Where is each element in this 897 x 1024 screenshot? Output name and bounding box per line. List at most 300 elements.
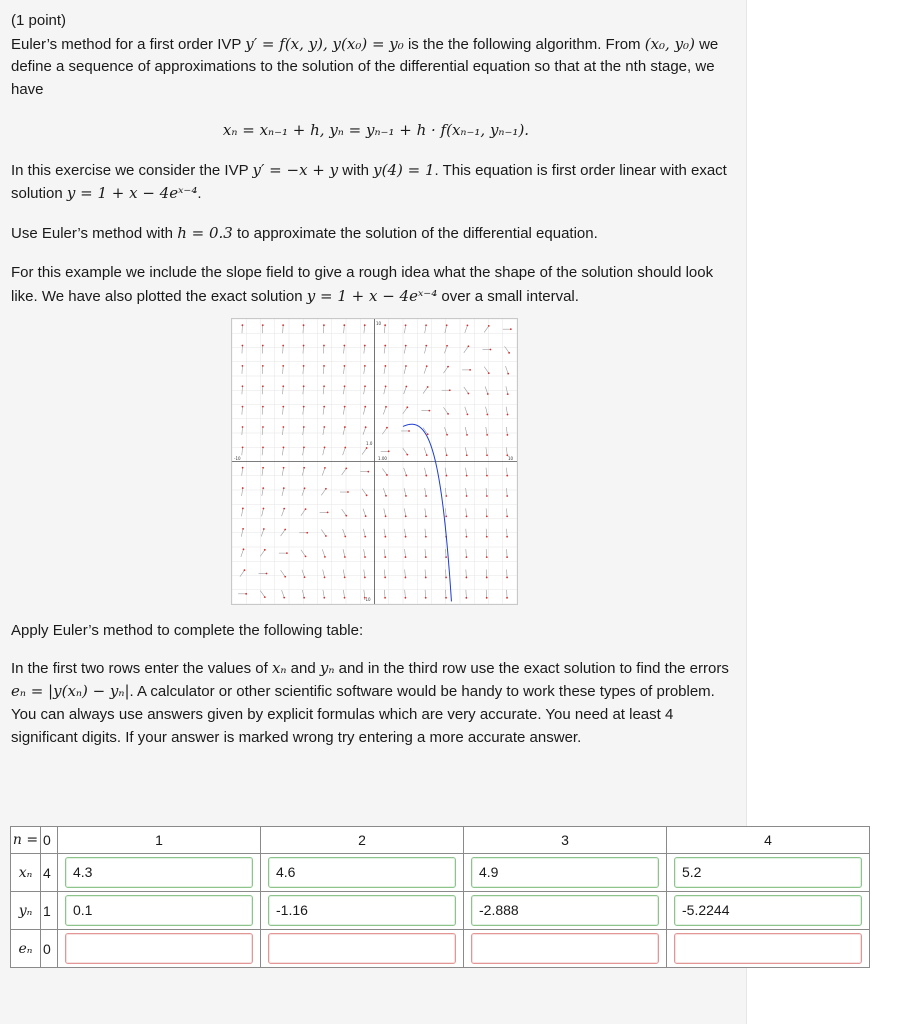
slope-arrowhead [364,324,366,326]
slope-arrowhead [242,365,244,367]
slope-segment [262,468,263,476]
slope-segment [507,549,508,557]
slope-arrowhead [408,430,410,432]
slope-arrowhead [242,406,244,408]
slope-segment [424,346,426,354]
slope-arrowhead [282,406,284,408]
slope-arrowhead [344,536,346,538]
slope-segment [323,590,324,598]
slope-arrowhead [263,508,265,510]
slope-arrowhead [264,596,266,598]
slope-segment [404,468,407,476]
slope-arrowhead [384,324,386,326]
slope-segment [323,346,324,354]
slope-segment [404,325,405,333]
slope-segment [242,468,243,476]
col-header-1: 1 [58,827,261,854]
slope-arrowhead [507,373,509,375]
slope-arrowhead [364,365,366,367]
slope-arrowhead [467,413,469,415]
slope-arrowhead [325,488,327,490]
slope-arrowhead [303,426,305,428]
slope-arrowhead [324,447,326,449]
slope-arrowhead [426,454,428,456]
slope-arrowhead [425,345,427,347]
slope-arrowhead [405,515,407,517]
slope-arrowhead [425,556,427,558]
ivp-specific: y′ = −x + y [252,160,339,179]
slope-arrowhead [303,446,305,448]
slope-segment [405,549,406,557]
slope-arrowhead [242,508,244,510]
slope-arrowhead [406,454,408,456]
slope-segment [424,448,427,456]
slope-arrowhead [405,365,407,367]
tick-label-x-right: 10 [508,456,514,461]
y0-value: 1 [41,892,58,930]
slope-segment [343,590,344,598]
slope-arrowhead [508,352,510,354]
slope-segment [506,366,509,374]
slope-segment [282,488,284,496]
slope-arrowhead [283,508,285,510]
slope-arrowhead [466,556,468,558]
slope-segment [425,488,426,496]
slope-segment [425,590,426,598]
slope-segment [282,509,285,517]
slope-arrowhead [486,475,488,477]
slope-segment [404,366,406,374]
slope-arrowhead [486,414,488,416]
slope-segment [384,508,386,516]
slope-segment [323,407,324,415]
slope-arrowhead [386,427,388,429]
slope-segment [465,427,467,435]
slope-segment [404,346,405,354]
slope-arrowhead [303,365,305,367]
slope-arrowhead [384,577,386,579]
slope-arrowhead [367,471,369,473]
slope-segment [323,570,325,578]
slope-arrowhead [426,365,428,367]
slope-segment [262,427,263,435]
slope-segment [484,367,489,374]
slope-arrowhead [366,494,368,496]
slope-segment [323,447,325,455]
y2-input[interactable]: -1.16 [268,895,456,926]
slope-segment [344,325,345,333]
slope-segment [364,346,365,354]
slope-arrowhead [343,324,345,326]
slope-segment [242,366,243,374]
slope-segment [322,549,325,557]
slope-arrowhead [325,535,327,537]
slope-arrowhead [244,569,246,571]
slope-segment [403,407,408,414]
row-label-xn: xₙ [11,854,41,892]
slope-segment [424,366,427,374]
slope-segment [486,529,487,537]
slope-arrowhead [303,345,305,347]
slope-arrowhead [283,467,285,469]
slope-segment [505,346,510,353]
slope-segment [363,509,366,517]
e1-input[interactable] [65,933,253,964]
slope-arrowhead [406,406,408,408]
slope-arrowhead [488,325,490,327]
slope-segment [484,326,489,333]
slope-arrowhead [449,389,451,391]
slope-arrowhead [506,434,508,436]
recurrence-equation: xₙ = xₙ₋₁ + h, yₙ = yₙ₋₁ + h · f(xₙ₋₁, yₙ₋₁). [222,121,530,139]
slope-arrowhead [304,487,306,489]
exact-solution: y = 1 + x − 4eˣ⁻⁴ [66,184,198,202]
slope-segment [486,447,487,455]
slope-segment [323,325,324,333]
slope-arrowhead [466,515,468,517]
slope-segment [282,407,283,415]
slope-segment [240,570,245,577]
x0-value: 4 [41,854,58,892]
slope-arrowhead [365,515,367,517]
slope-arrowhead [283,446,285,448]
slope-arrowhead [425,475,427,477]
slope-segment [362,448,367,455]
e2-input[interactable] [268,933,456,964]
slope-arrowhead [364,536,366,538]
slope-segment [283,366,284,374]
slope-arrowhead [344,426,346,428]
slope-segment [466,590,467,598]
slope-segment [486,569,487,577]
slope-arrowhead [303,324,305,326]
slope-arrowhead [364,556,366,558]
slope-arrowhead [405,536,407,538]
slope-arrowhead [507,393,509,395]
slope-segment [383,488,386,496]
slope-arrowhead [404,597,406,599]
slope-arrowhead [506,495,508,497]
slope-segment [364,549,365,557]
slope-segment [384,549,385,557]
slope-segment [262,407,263,415]
slope-segment [322,468,325,476]
slope-segment [343,549,345,557]
slope-arrowhead [405,324,407,326]
slope-segment [342,509,347,516]
slope-arrowhead [384,345,386,347]
table-instructions: In the first two rows enter the values of xₙ and yₙ and in the third row use the exact solution to find the errors eₙ = |y(xₙ) − yₙ|. A calculator or other scientific software would be handy to work these types of problem. You can always use answers given by explicit formulas which are very accurate. You need at least 4 significant digits. If your answer is marked wrong try entering a more accurate answer. [11,659,729,746]
slope-arrowhead [303,406,305,408]
slope-arrowhead [486,434,488,436]
slope-arrowhead [425,536,427,538]
slope-arrowhead [262,345,264,347]
slope-arrowhead [469,369,471,371]
yn-symbol: yₙ [319,659,335,677]
slope-arrowhead [303,467,305,469]
slope-arrowhead [506,536,508,538]
slope-arrowhead [425,495,427,497]
slope-arrowhead [468,345,470,347]
slope-segment [464,346,469,353]
slope-segment [506,427,507,435]
slope-segment [384,590,385,598]
slope-arrowhead [282,345,284,347]
slope-arrowhead [323,426,325,428]
row-label-en: eₙ [11,930,41,968]
slope-segment [343,427,345,435]
n-label: n = [11,827,41,854]
slope-segment [506,468,507,476]
slope-segment [323,366,324,374]
tick-label-y-top: 10 [376,321,382,326]
slope-paragraph: For this example we include the slope field to give a rough idea what the shape of the solution should look like. We have also plotted the exact solution y = 1 + x − 4eˣ⁻⁴ over a small interval. [11,264,714,305]
slope-arrowhead [445,495,447,497]
slope-segment [283,325,284,333]
slope-segment [465,447,466,455]
slope-arrowhead [262,385,264,387]
slope-arrowhead [425,577,427,579]
slope-segment [384,366,385,374]
slope-arrowhead [466,454,468,456]
slope-segment [283,386,284,394]
slope-arrowhead [282,385,284,387]
slope-arrowhead [345,468,347,470]
col-header-3: 3 [464,827,667,854]
slope-segment [384,325,385,333]
slope-arrowhead [486,536,488,538]
slope-segment [362,489,367,496]
slope-segment [262,386,263,394]
y3-input[interactable]: -2.888 [471,895,659,926]
slope-arrowhead [323,406,325,408]
slope-arrowhead [405,386,407,388]
slope-segment [342,468,347,475]
slope-arrowhead [486,454,488,456]
slope-arrowhead [324,556,326,558]
slope-arrowhead [283,487,285,489]
slope-arrowhead [303,385,305,387]
slope-arrowhead [425,515,427,517]
slope-arrowhead [347,491,349,493]
slope-segment [466,488,467,496]
slope-arrowhead [242,446,244,448]
slope-arrowhead [486,556,488,558]
slope-arrowhead [486,515,488,517]
table-row-en [11,930,870,968]
table-row-yn [11,892,870,930]
slope-segment [506,488,507,496]
tick-label-mid: 1.0 [366,441,373,446]
slope-segment [466,508,467,516]
slope-arrowhead [324,576,326,578]
tick-label-origin: 1.00 [378,456,387,461]
table-row-xn [11,854,870,892]
x3-input[interactable]: 4.9 [471,857,659,888]
slope-segment [425,569,426,577]
slope-segment [281,570,286,577]
slope-arrowhead [266,573,268,575]
slope-segment [425,549,426,557]
slope-arrowhead [344,406,346,408]
slope-arrowhead [263,528,265,530]
slope-arrowhead [264,549,266,551]
slope-segment [242,427,243,435]
slope-arrowhead [510,328,512,330]
y4-input[interactable]: -5.2244 [674,895,862,926]
slope-arrowhead [283,597,285,599]
slope-segment [241,508,242,516]
slope-segment [424,468,426,476]
e4-input[interactable] [674,933,862,964]
slope-arrowhead [384,536,386,538]
slope-arrowhead [465,597,467,599]
slope-arrowhead [405,495,407,497]
slope-arrowhead [428,410,430,412]
slope-arrowhead [405,345,407,347]
slope-arrowhead [284,576,286,578]
slope-arrowhead [468,393,470,395]
slope-segment [242,488,243,496]
slope-arrowhead [506,577,508,579]
slope-arrowhead [386,474,388,476]
slope-arrowhead [323,365,325,367]
slope-arrowhead [365,426,367,428]
slope-arrowhead [487,393,489,395]
slope-segment [364,570,365,578]
slope-segment [507,529,508,537]
slope-arrowhead [405,577,407,579]
slope-segment [486,508,487,516]
slope-arrowhead [467,325,469,327]
slope-arrowhead [384,597,386,599]
slope-segment [466,549,467,557]
points-label: (1 point) [11,12,67,29]
x1-input[interactable]: 4.3 [65,857,253,888]
slope-arrowhead [465,577,467,579]
slope-arrowhead [344,556,346,558]
slope-segment [425,325,426,333]
slope-arrowhead [242,487,244,489]
exact-solution-2: y = 1 + x − 4eˣ⁻⁴ [306,286,438,305]
slope-segment [486,427,487,435]
slope-arrowhead [305,555,307,557]
slope-arrowhead [344,597,346,599]
slope-arrowhead [262,467,264,469]
slope-arrowhead [304,576,306,578]
slope-field-plot [231,318,518,605]
slope-arrowhead [364,406,366,408]
step-size: h = 0.3 [177,223,233,242]
slope-arrowhead [262,426,264,428]
slope-segment [262,508,264,516]
slope-segment [242,386,243,394]
e0-value: 0 [41,930,58,968]
x0y0: (x₀, y₀) [644,34,695,53]
slope-arrowhead [384,365,386,367]
slope-segment [382,428,387,435]
slope-arrowhead [245,593,247,595]
slope-segment [343,448,346,456]
slope-arrowhead [343,345,345,347]
x4-input[interactable]: 5.2 [674,857,862,888]
slope-segment [404,508,405,516]
slope-arrowhead [282,426,284,428]
use-paragraph: Use Euler’s method with h = 0.3 to approximate the solution of the differential equation. [11,223,598,242]
e3-input[interactable] [471,933,659,964]
slope-segment [242,447,243,455]
slope-segment [344,366,345,374]
slope-arrowhead [344,447,346,449]
slope-segment [323,427,324,435]
slope-arrowhead [286,552,288,554]
slope-segment [383,407,386,415]
slope-segment [343,570,344,578]
intro-paragraph: Euler’s method for a first order IVP y′ = f(x, y), y(x₀) = y₀ is the the following algorithm. From (x₀, y₀) we define a sequence of approximations to the solution of the differential equation so that at the nth stage, we have [11,34,719,98]
slope-arrowhead [445,577,447,579]
slope-arrowhead [345,515,347,517]
slope-arrowhead [323,385,325,387]
slope-arrowhead [490,349,492,351]
slope-segment [403,448,408,455]
slope-arrowhead [405,556,407,558]
slope-arrowhead [427,386,429,388]
slope-arrowhead [242,426,244,428]
slope-segment [344,346,345,354]
slope-arrowhead [242,385,244,387]
slope-segment [282,447,283,455]
slope-arrowhead [446,434,448,436]
slope-arrowhead [425,597,427,599]
slope-segment [262,488,263,496]
slope-arrowhead [488,372,490,374]
slope-arrowhead [447,413,449,415]
slope-segment [343,407,344,415]
tick-label-y-bottom: -10 [364,597,371,602]
x2-input[interactable]: 4.6 [268,857,456,888]
slope-segment [260,550,265,557]
slope-arrowhead [506,515,508,517]
slope-arrowhead [384,556,386,558]
slope-arrowhead [486,597,488,599]
slope-arrowhead [364,385,366,387]
slope-segment [486,549,487,557]
slope-arrowhead [282,324,284,326]
col-header-2: 2 [261,827,464,854]
slope-segment [465,325,468,333]
slope-arrowhead [445,556,447,558]
slope-arrowhead [385,495,387,497]
slope-segment [384,346,385,354]
slope-arrowhead [385,385,387,387]
slope-segment [262,447,263,455]
apply-instruction: Apply Euler’s method to complete the following table: [11,622,364,639]
slope-arrowhead [324,467,326,469]
slope-arrowhead [486,577,488,579]
slope-segment [506,447,507,455]
slope-arrowhead [427,433,429,435]
exact-solution-curve [403,424,451,601]
slope-arrowhead [241,324,243,326]
slope-arrowhead [344,577,346,579]
slope-arrowhead [446,454,448,456]
slope-arrowhead [344,365,346,367]
slope-segment [405,590,406,598]
slope-arrowhead [364,577,366,579]
slope-segment [486,407,488,415]
y1-input[interactable]: 0.1 [65,895,253,926]
slope-arrowhead [445,597,447,599]
